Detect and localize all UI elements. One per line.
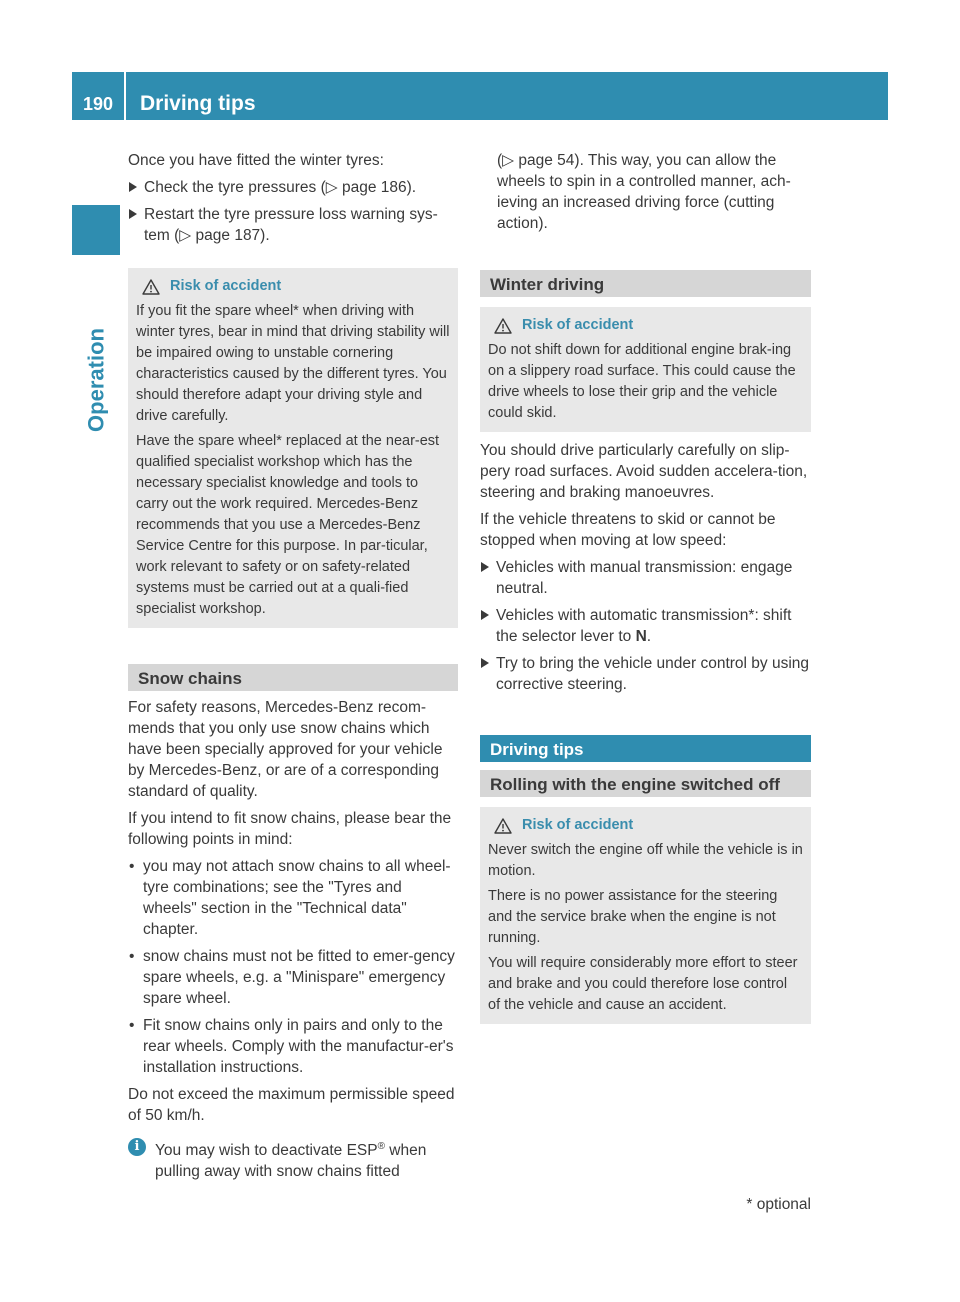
warning-title-text: Risk of accident <box>522 317 634 333</box>
paragraph: If the vehicle threatens to skid or cannot be stopped when moving at low speed: <box>480 511 776 549</box>
warning-triangle-icon <box>494 818 512 834</box>
warning-triangle-icon <box>494 318 512 334</box>
info-icon: i <box>128 1138 146 1156</box>
list-item-text: you may not attach snow chains to all wheel-tyre combinations; see the "Tyres and wheels" section in the "Technical data" chapter. <box>143 858 451 938</box>
warning-title <box>136 276 450 297</box>
step-item <box>128 177 458 198</box>
info-text: when pulling away with snow chains fitted <box>155 1142 427 1181</box>
section-heading-snow-chains: Snow chains <box>128 664 458 691</box>
arrow-right-icon <box>129 209 137 219</box>
step-item <box>480 557 811 599</box>
bullet-icon: • <box>129 858 135 875</box>
page-number: 190 <box>82 94 114 114</box>
paragraph: You should drive particularly carefully on slip-pery road surfaces. Avoid sudden accelera-tion, steering and braking manoeuvres. <box>480 442 808 501</box>
warning-text: Never switch the engine off while the vehicle is in motion. <box>488 842 803 879</box>
step-text: Vehicles with automatic transmission*: shift the selector lever to <box>496 607 792 645</box>
warning-title-text: Risk of accident <box>170 278 282 294</box>
step-text: Try to bring the vehicle under control by using corrective steering. <box>496 655 810 693</box>
side-label-text: Operation <box>83 328 109 432</box>
info-note <box>128 1136 458 1182</box>
bullet-icon: • <box>129 1017 135 1034</box>
header-divider <box>124 72 126 120</box>
paragraph: For safety reasons, Mercedes-Benz recom-mends that you only use snow chains which have been specially approved for your vehicle by Mercedes-Benz, or are of a corresponding standard of quality. <box>128 699 443 800</box>
continuation-text: (▷ page 54). This way, you can allow the wheels to spin in a controlled manner, ach-ieving an increased driving force (cutting action). <box>497 152 791 232</box>
right-column <box>480 150 811 1024</box>
arrow-right-icon <box>481 610 489 620</box>
warning-title-text: Risk of accident <box>522 817 634 833</box>
section-heading-winter-driving: Winter driving <box>480 270 811 297</box>
arrow-right-icon <box>481 562 489 572</box>
section-heading-driving-tips: Driving tips <box>480 735 811 762</box>
list-item <box>128 1015 458 1078</box>
warning-box <box>128 268 458 628</box>
list-item-text: snow chains must not be fitted to emer-gency spare wheels, e.g. a "Minispare" emergency spare wheel. <box>143 948 455 1007</box>
warning-text: Have the spare wheel* replaced at the near-est qualified specialist workshop which has the necessary specialist knowledge and tools to carry out the work required. Mercedes-Benz recommends that you use a Mercedes-Benz Service Centre for this purpose. In par-ticular, work relevant to safety or on safety-related systems must be carried out at a quali-fied specialist workshop. <box>136 433 440 617</box>
section-heading-rolling: Rolling with the engine switched off <box>480 770 811 797</box>
side-section-label <box>72 270 120 490</box>
warning-title <box>488 815 803 836</box>
registered-mark: ® <box>377 1141 385 1152</box>
step-text: Restart the tyre pressure loss warning sys-tem (▷ page 187). <box>144 206 438 244</box>
warning-box <box>480 307 811 432</box>
list-item <box>128 946 458 1009</box>
warning-box <box>480 807 811 1024</box>
warning-text: If you fit the spare wheel* when driving with winter tyres, bear in mind that driving stability will be impaired owing to unstable cornering characteristics caused by the different tyres. You should therefore adapt your driving style and drive carefully. <box>136 303 450 424</box>
chapter-title: Driving tips <box>140 92 256 115</box>
step-text: Vehicles with manual transmission: engage neutral. <box>496 559 793 597</box>
arrow-right-icon <box>481 658 489 668</box>
arrow-right-icon <box>129 182 137 192</box>
page-header <box>72 72 888 120</box>
list-item <box>128 856 458 940</box>
paragraph: Do not exceed the maximum permissible speed of 50 km/h. <box>128 1086 455 1124</box>
step-item <box>480 605 811 647</box>
selector-position: N <box>635 628 647 645</box>
info-text: You may wish to deactivate ESP <box>155 1142 378 1160</box>
list-item-text: Fit snow chains only in pairs and only to the rear wheels. Comply with the manufactur-er's installation instructions. <box>143 1017 454 1076</box>
paragraph: If you intend to fit snow chains, please bear the following points in mind: <box>128 810 452 848</box>
intro-text: Once you have fitted the winter tyres: <box>128 152 384 169</box>
warning-triangle-icon <box>142 279 160 295</box>
warning-text: There is no power assistance for the steering and the service brake when the engine is not running. <box>488 888 778 946</box>
step-item <box>480 653 811 695</box>
side-tab-marker <box>72 205 120 255</box>
step-text: Check the tyre pressures (▷ page 186). <box>144 179 417 196</box>
step-item <box>128 204 458 246</box>
warning-text: You will require considerably more effort to steer and brake and you could therefore lose control of the vehicle and cause an accident. <box>488 955 798 1013</box>
bullet-icon: • <box>129 948 135 965</box>
footnote: * optional <box>746 1196 811 1213</box>
left-column <box>128 150 458 1182</box>
step-text: . <box>646 628 652 645</box>
warning-text: Do not shift down for additional engine brak-ing on a slippery road surface. This could cause the drive wheels to lose their grip and the vehicle could skid. <box>488 342 796 421</box>
warning-title <box>488 315 803 336</box>
